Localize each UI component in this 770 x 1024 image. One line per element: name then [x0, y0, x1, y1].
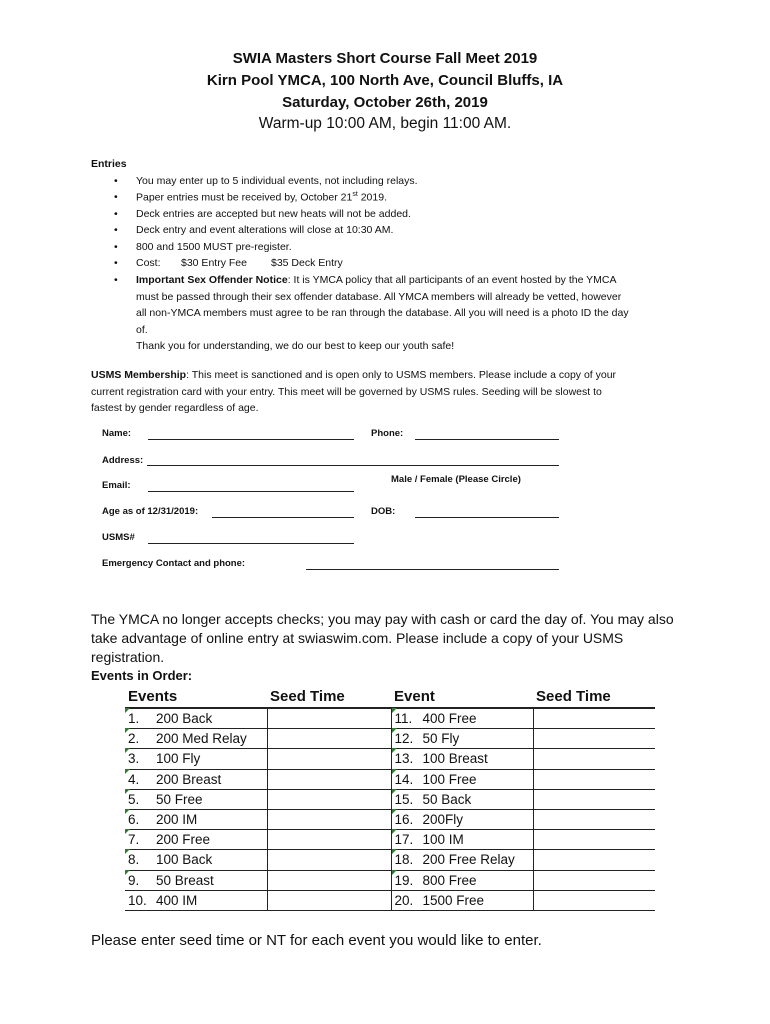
usms-membership: USMS Membership: This meet is sanctioned and is open only to USMS members. Please include a copy of your current registration card with your entry. This meet will be governed by USMS rules. Seeding will be slowest to fastest by gender regardless of age.	[91, 369, 617, 414]
flag-marker	[125, 708, 130, 713]
event-name-cell	[125, 729, 267, 749]
seed-time-cell[interactable]	[533, 809, 655, 829]
seed-time-column-header: Seed Time	[533, 685, 655, 708]
entries-item: Deck entries are accepted but new heats will not be added.	[136, 208, 411, 220]
event-name-cell	[391, 850, 533, 870]
address-label: Address:	[102, 455, 144, 466]
event-name: 100 Fly	[156, 751, 201, 767]
event-name: 100 Back	[156, 852, 213, 868]
event-name-cell	[391, 749, 533, 769]
event-number: 4.	[128, 771, 140, 787]
event-name: 400 Free	[422, 711, 477, 727]
name-field[interactable]	[148, 439, 354, 440]
meet-times: Warm-up 10:00 AM, begin 11:00 AM.	[258, 115, 512, 132]
payment-line: registration.	[91, 649, 165, 665]
flag-marker	[392, 870, 397, 875]
seed-time-cell[interactable]	[533, 749, 655, 769]
payment-line: take advantage of online entry at swiaswim.com. Please include a copy of your USMS	[91, 630, 624, 646]
table-row	[125, 870, 655, 890]
payment-line: The YMCA no longer accepts checks; you may pay with cash or card the day of. You may also	[91, 611, 674, 627]
entries-heading: Entries	[91, 158, 127, 170]
event-name: 200 Med Relay	[156, 731, 247, 747]
seed-time-cell[interactable]	[267, 890, 391, 910]
email-field[interactable]	[148, 491, 354, 492]
age-label: Age as of 12/31/2019:	[102, 506, 199, 517]
seed-time-cell[interactable]	[267, 830, 391, 850]
flag-marker	[392, 708, 397, 713]
footer-instruction: Please enter seed time or NT for each event you would like to enter.	[91, 932, 542, 949]
entries-item: You may enter up to 5 individual events, not including relays.	[136, 175, 418, 187]
flag-marker	[125, 748, 130, 753]
event-number: 15.	[394, 791, 414, 807]
event-name-cell	[391, 890, 533, 910]
address-field[interactable]	[147, 465, 559, 466]
table-row	[125, 809, 655, 829]
event-number: 12.	[394, 731, 414, 747]
dob-label: DOB:	[371, 506, 396, 517]
event-name-cell	[391, 789, 533, 809]
event-number: 11.	[394, 711, 413, 727]
seed-time-cell[interactable]	[267, 870, 391, 890]
flag-marker	[392, 769, 397, 774]
event-name: 1500 Free	[422, 892, 485, 908]
seed-time-column-header: Seed Time	[267, 685, 391, 708]
event-name: 100 Free	[422, 771, 477, 787]
event-name-cell	[391, 729, 533, 749]
event-number: 8.	[128, 852, 140, 868]
event-number: 6.	[128, 812, 140, 828]
event-name: 200 IM	[156, 812, 198, 828]
event-name: 50 Back	[422, 791, 472, 807]
event-name-cell	[125, 809, 267, 829]
seed-time-cell[interactable]	[533, 870, 655, 890]
seed-time-cell[interactable]	[533, 890, 655, 910]
emergency-field[interactable]	[306, 569, 559, 570]
seed-time-cell[interactable]	[267, 769, 391, 789]
event-name: 800 Free	[422, 872, 477, 888]
meet-title: SWIA Masters Short Course Fall Meet 2019	[232, 50, 538, 67]
seed-time-cell[interactable]	[267, 789, 391, 809]
seed-time-cell[interactable]	[267, 708, 391, 729]
seed-time-cell[interactable]	[267, 809, 391, 829]
event-name-cell	[125, 830, 267, 850]
entry-fee: $30 Entry Fee	[181, 257, 247, 269]
event-name: 50 Breast	[156, 872, 214, 888]
event-column-header: Event	[391, 685, 533, 708]
entries-item: Deck entry and event alterations will close at 10:30 AM.	[136, 224, 394, 236]
event-number: 9.	[128, 872, 140, 888]
phone-label: Phone:	[371, 428, 404, 439]
flag-marker	[392, 728, 397, 733]
event-number: 14.	[394, 771, 414, 787]
table-header-row	[125, 685, 655, 708]
seed-time-cell[interactable]	[267, 850, 391, 870]
meet-date: Saturday, October 26th, 2019	[282, 94, 488, 111]
event-name: 100 Breast	[422, 751, 488, 767]
event-number: 19.	[394, 872, 414, 888]
event-number: 13.	[394, 751, 414, 767]
seed-time-cell[interactable]	[533, 729, 655, 749]
event-number: 20.	[394, 892, 414, 908]
event-number: 5.	[128, 791, 140, 807]
event-name: 200Fly	[422, 812, 464, 828]
event-name: 200 Breast	[156, 771, 222, 787]
seed-time-cell[interactable]	[533, 769, 655, 789]
event-name-cell	[391, 769, 533, 789]
event-number: 16.	[394, 812, 414, 828]
flag-marker	[125, 829, 130, 834]
flag-marker	[392, 829, 397, 834]
flag-marker	[125, 809, 130, 814]
event-name-cell	[125, 708, 267, 729]
age-field[interactable]	[212, 517, 354, 518]
flag-marker	[125, 728, 130, 733]
event-name: 200 Free	[156, 832, 211, 848]
events-column-header: Events	[125, 685, 267, 708]
event-name-cell	[391, 830, 533, 850]
seed-time-cell[interactable]	[267, 749, 391, 769]
events-table	[125, 685, 655, 911]
event-number: 3.	[128, 751, 140, 767]
meet-location: Kirn Pool YMCA, 100 North Ave, Council Bluffs, IA	[206, 72, 564, 89]
flag-marker	[125, 870, 130, 875]
dob-field[interactable]	[415, 517, 559, 518]
event-number: 17.	[394, 832, 414, 848]
event-number: 1.	[128, 711, 140, 727]
entries-item: Cost:	[136, 257, 161, 269]
table-row	[125, 830, 655, 850]
usms-number-field[interactable]	[148, 543, 354, 544]
event-name-cell	[125, 890, 267, 910]
email-label: Email:	[102, 480, 131, 491]
seed-time-cell[interactable]	[533, 830, 655, 850]
table-row	[125, 789, 655, 809]
entries-item: 800 and 1500 MUST pre-register.	[136, 241, 292, 253]
event-name: 50 Free	[156, 791, 203, 807]
flag-marker	[125, 769, 130, 774]
flag-marker	[392, 809, 397, 814]
table-row	[125, 769, 655, 789]
offender-notice: Important Sex Offender Notice: It is YMCA policy that all participants of an event hosted by the YMCA must be passed through their sex offender database. All YMCA members will already be vetted, however all non-YMCA members must agree to be ran through the database. All you will need is a photo ID the day of. Thank you for understanding, we do our best to keep our youth safe!	[136, 274, 629, 352]
event-name-cell	[391, 708, 533, 729]
usms-number-label: USMS#	[102, 532, 135, 543]
flag-marker	[392, 849, 397, 854]
event-number: 18.	[394, 852, 414, 868]
seed-time-cell[interactable]	[533, 850, 655, 870]
event-name: 200 Back	[156, 711, 213, 727]
flag-marker	[125, 789, 130, 794]
flag-marker	[125, 849, 130, 854]
event-number: 7.	[128, 832, 140, 848]
deck-fee: $35 Deck Entry	[271, 257, 343, 269]
event-name-cell	[125, 870, 267, 890]
seed-time-cell[interactable]	[267, 729, 391, 749]
table-row	[125, 890, 655, 910]
event-number: 2.	[128, 731, 140, 747]
phone-field[interactable]	[415, 439, 559, 440]
event-name: 400 IM	[156, 892, 198, 908]
events-heading: Events in Order:	[91, 668, 193, 683]
event-name: 50 Fly	[422, 731, 460, 747]
event-name-cell	[125, 789, 267, 809]
table-row	[125, 708, 655, 729]
flag-marker	[392, 789, 397, 794]
event-name-cell	[125, 749, 267, 769]
event-name: 200 Free Relay	[422, 852, 515, 868]
table-row	[125, 850, 655, 870]
event-name: 100 IM	[422, 832, 464, 848]
event-number: 10.	[128, 892, 147, 908]
table-row	[125, 749, 655, 769]
entries-item: Paper entries must be received by, October 21st 2019.	[136, 191, 387, 204]
name-label: Name:	[102, 428, 132, 439]
event-name-cell	[391, 809, 533, 829]
event-name-cell	[391, 870, 533, 890]
seed-time-cell[interactable]	[533, 708, 655, 729]
table-row	[125, 729, 655, 749]
emergency-label: Emergency Contact and phone:	[102, 558, 246, 569]
gender-label: Male / Female (Please Circle)	[391, 474, 521, 485]
event-name-cell	[125, 850, 267, 870]
seed-time-cell[interactable]	[533, 789, 655, 809]
event-name-cell	[125, 769, 267, 789]
flag-marker	[392, 748, 397, 753]
